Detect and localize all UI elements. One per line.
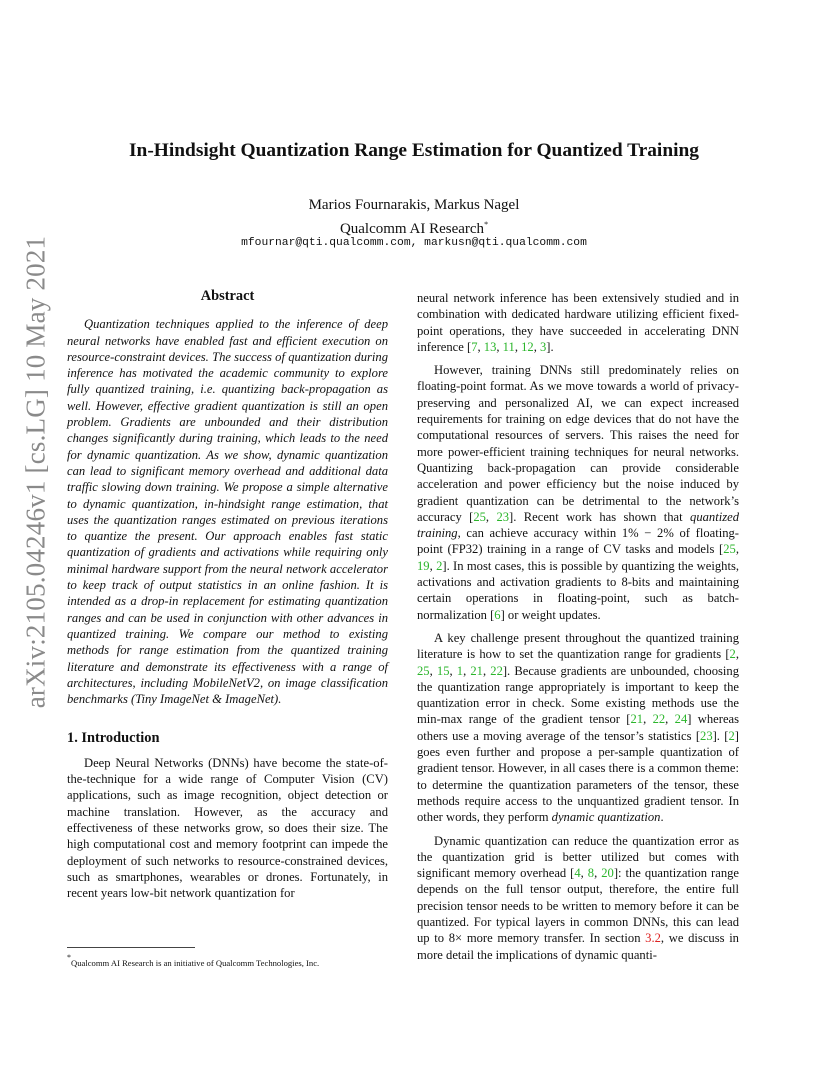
emphasis-quantized-training: quantized training [417, 509, 740, 541]
citation-link[interactable]: 21 [630, 712, 644, 727]
citation-link[interactable]: 11 [502, 339, 515, 354]
citation-link[interactable]: 12 [521, 339, 534, 354]
citation-link[interactable]: 22 [652, 712, 666, 727]
footnote-divider [67, 947, 195, 948]
citation-link[interactable]: 25 [723, 542, 736, 557]
right-column [417, 290, 739, 970]
citation-link[interactable]: 21 [470, 663, 483, 678]
citation-link[interactable]: 1 [456, 663, 464, 678]
citation-link[interactable]: 7 [471, 339, 478, 354]
citation-link[interactable]: 24 [674, 712, 688, 727]
right-paragraph-3: A key challenge present throughout the quantized training literature is how to set the quantization range for gradients [2, 25, 15, 1, 21, 22]. Because gradients are unbounded, choosing the quantization range appropriately is important to keep the quantization error in check. Some existing methods use the min-max range of the gradient tensor [21, 22, 24] whereas others use a moving average of the tensor’s statistics [23]. [2] goes even further and propose a per-sample quantization of gradient tensor. However, in all cases there is a common theme: to determine the quantization parameters of the tensor, these methods require access to the unquantized gradient tensor. In other words, they perform dynamic quantization. [417, 630, 740, 825]
introduction-heading: 1. Introduction [67, 730, 160, 747]
arxiv-identifier: arXiv:2105.04246v1 [cs.LG] 10 May 2021 [20, 235, 51, 709]
abstract-heading: Abstract [200, 288, 255, 304]
emphasis-dynamic-quantization: dynamic quantization [551, 810, 661, 825]
citation-link[interactable]: 8 [587, 866, 595, 881]
citation-link[interactable]: 25 [473, 509, 486, 524]
citation-link[interactable]: 2 [436, 558, 443, 573]
citation-link[interactable]: 2 [729, 647, 736, 662]
citation-link[interactable]: 2 [728, 728, 735, 743]
right-paragraph-1: neural network inference has been extensively studied and in combination with dedicated hardware utilizing efficient fixed-point operations, they have succeeded in accelerating DNN inference [7, 13, 11, 12, 3]. [417, 291, 739, 354]
author-emails: mfournar@qti.qualcomm.com, markusn@qti.qualcomm.com [241, 237, 587, 249]
citation-link[interactable]: 4 [574, 866, 581, 881]
citation-link[interactable]: 3 [540, 339, 547, 354]
right-paragraph-2: However, training DNNs still predominately relies on floating-point format. As we move towards a world of privacy-preserving and personalized AI, we can expect increased requirements for training on edge devices that do not have the computational resources of servers. This raises the need for more power-efficient training techniques for neural networks. Quantizing back-propagation can provide considerable acceleration and power efficiency but the noise induced by gradient quantization can be detrimental to the network’s accuracy [25, 23]. Recent work has shown that quantized training, can achieve accuracy within 1% − 2% of floating-point (FP32) training in a range of CV tasks and models [25, 19, 2]. In most cases, this is possible by quantizing the weights, activations and activation gradients to 8-bits and maintaining certain operations in floating-point, such as batch-normalization [6] or weight updates. [417, 363, 740, 622]
citation-link[interactable]: 23 [496, 509, 510, 524]
citation-link[interactable]: 13 [483, 339, 497, 354]
section-reference-link[interactable]: 3.2 [645, 931, 661, 946]
left-column [67, 288, 388, 908]
citation-link[interactable]: 6 [494, 607, 501, 622]
citation-link[interactable]: 15 [436, 663, 450, 678]
affiliation [0, 215, 828, 239]
abstract-text: Quantization techniques applied to the inference of deep neural networks have enabled fast and efficient execution on resource-constraint devices. The success of quantization during inference has motivated the academic community to explore fully quantized training, i.e. quantizing back-propagation as well. However, effective gradient quantization is still an open problem. Gradients are unbounded and their distribution changes significantly during training, which leads to the need for dynamic quantization. As we show, dynamic quantization can lead to significant memory overhead and additional data traffic slowing down training. We propose a simple alternative to dynamic quantization, in-hindsight range estimation, that uses the quantization ranges estimated on previous iterations to quantize the present. Our approach enables fast static quantization of gradients and activations while requiring only minimal hardware support from the neural network accelerator to keep track of output statistics in an online fashion. It is intended as a drop-in replacement for estimating quantization ranges and can be used in conjunction with other advances in quantized training. We compare our method to existing methods for range estimation from the quantized training literature and demonstrate its effectiveness with a range of architectures, including MobileNetV2, on image classification benchmarks (Tiny ImageNet & ImageNet). [67, 317, 388, 707]
citation-link[interactable]: 20 [601, 866, 614, 881]
right-paragraph-4: Dynamic quantization can reduce the quantization error as the quantization grid is better utilized but comes with significant memory overhead [4, 8, 20]: the quantization range depends on the full tensor output, therefore, the entire full precision tensor needs to be written to memory before it can be quantized. For typical layers in common DNNs, this can lead up to 8× more memory transfer. In section 3.2, we discuss in more detail the implications of dynamic quanti- [417, 833, 740, 962]
citation-link[interactable]: 19 [417, 558, 430, 573]
footnote-text: Qualcomm AI Research is an initiative of Qualcomm Technologies, Inc. [71, 958, 320, 968]
affiliation-footnote-mark: * [484, 220, 489, 229]
footnote-mark: * [67, 953, 71, 962]
citation-link[interactable]: 25 [417, 663, 430, 678]
affiliation-name: Qualcomm AI Research [339, 221, 485, 237]
author-names: Marios Fournarakis, Markus Nagel [308, 197, 520, 213]
introduction-paragraph-1: Deep Neural Networks (DNNs) have become the state-of-the-technique for a wide range of Computer Vision (CV) applications, such as image recognition, object detection or machine translation. However, as the accuracy and effectiveness of these networks grow, so does their size. The high computational cost and memory footprint can impede the deployment of such networks to resource-constrained devices, such as smartphones, wearables or drones. Fortunately, in recent years low-bit network quantization for [67, 755, 388, 901]
author-block [0, 196, 828, 239]
citation-link[interactable]: 22 [490, 663, 503, 678]
paper-title: In-Hindsight Quantization Range Estimation for Quantized Training [129, 140, 699, 161]
citation-link[interactable]: 23 [700, 728, 713, 743]
footnote [67, 952, 397, 969]
